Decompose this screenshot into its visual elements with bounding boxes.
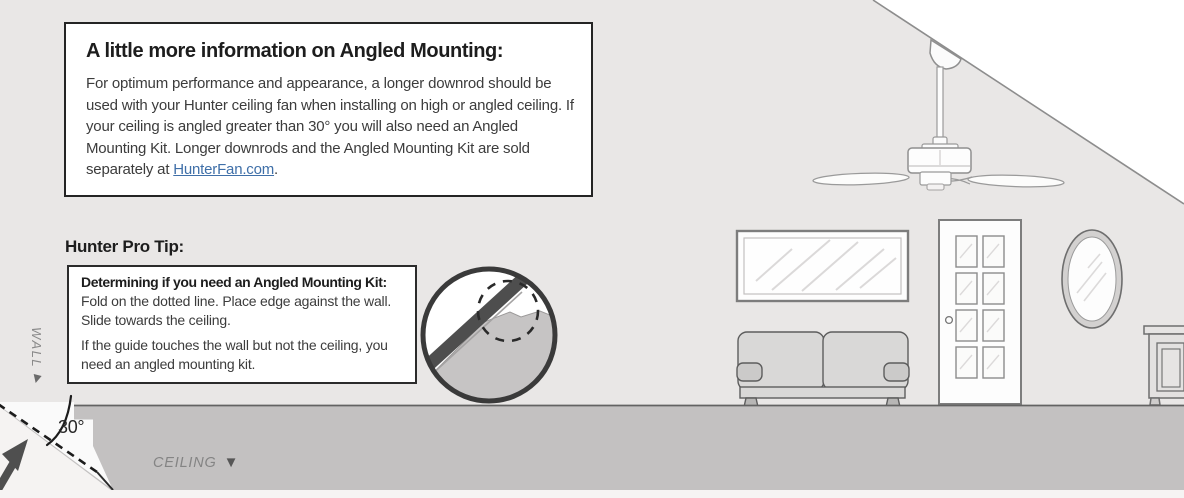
info-box — [64, 22, 593, 197]
ceiling-arrow-icon: ▼ — [223, 454, 239, 471]
picture-frame — [737, 231, 908, 301]
ceiling-strip — [0, 405, 1184, 490]
pro-tip-box-title: Determining if you need an Angled Mounting Kit: — [81, 274, 387, 290]
pro-tip-heading: Hunter Pro Tip: — [65, 237, 184, 256]
info-box-title: A little more information on Angled Mounting: — [86, 40, 504, 62]
dresser — [1144, 326, 1184, 405]
info-box-body-text: For optimum performance and appearance, a longer downrod should be used with your Hunter ceiling fan when installing on high or angled ceiling. If your ceiling is angled greater than 30° you will also need an Angled Mounting Kit. Longer downrods and the Angled Mounting Kit are sold separately at — [86, 75, 574, 178]
fan-downrod — [937, 67, 943, 139]
info-box-body — [86, 73, 575, 181]
oval-mirror — [1062, 230, 1122, 328]
ceiling-label-text: CEILING — [153, 454, 217, 471]
ceiling-label — [153, 454, 238, 471]
hunterfan-link[interactable]: HunterFan.com — [173, 161, 275, 178]
wall-arrow-icon: ▼ — [28, 368, 46, 388]
pro-tip-instruction-2: If the guide touches the wall but not the ceiling, you need an angled mounting kit. — [81, 337, 388, 372]
pro-tip-box — [67, 265, 417, 384]
info-box-body-end: . — [274, 161, 279, 178]
page-bottom-strip — [0, 490, 1184, 498]
wall-label: WALL — [29, 327, 44, 369]
angle-label: 30° — [58, 417, 85, 437]
door-knob — [946, 317, 953, 324]
door — [939, 220, 1021, 404]
sofa — [737, 332, 909, 407]
pro-tip-instruction-1: Fold on the dotted line. Place edge against the wall. Slide towards the ceiling. — [81, 293, 392, 328]
